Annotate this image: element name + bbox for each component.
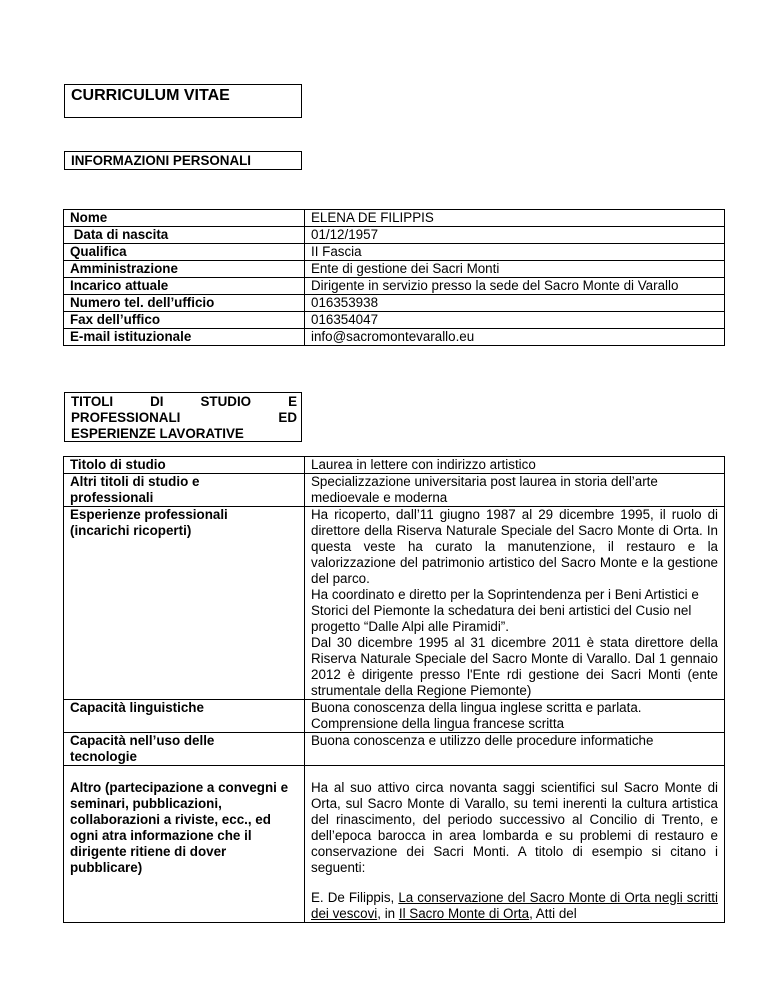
- publications-intro: Ha al suo attivo circa novanta saggi scientifici sul Sacro Monte di Orta, sul Sacro Monte di Varallo, su temi inerenti la cultura artistica del rinascimento, del periodo successivo al Concilio di Trento, e dell’epoca barocca in area lombarda e su problemi di restauro e conservazione dei Sacri Monti. A titolo di esempio si citano i seguenti:: [311, 780, 718, 875]
- section-career-line-3: [71, 426, 297, 441]
- table-row: [64, 457, 725, 474]
- experience-label: Esperienze professionali (incarichi ricoperti): [64, 507, 305, 700]
- section-personal-title: INFORMAZIONI PERSONALI: [71, 153, 252, 168]
- table-row: [64, 766, 725, 923]
- experience-value: [305, 507, 725, 700]
- table-row: [64, 227, 725, 244]
- section-career-line-1: [71, 394, 297, 409]
- qualification-value: II Fascia: [305, 244, 725, 261]
- role-value: Dirigente in servizio presso la sede del Sacro Monte di Varallo: [305, 278, 725, 295]
- personal-info-table: [63, 209, 725, 346]
- table-row: [64, 507, 725, 700]
- experience-paragraph-3: Dal 30 dicembre 1995 al 31 dicembre 2011 è stata direttore della Riserva Naturale Speciale del Sacro Monte di Varallo. Dal 1 gennaio 2012 è dirigente presso l'Ente rdi gestione dei Sacri Monti (ente strumentale della Regione Piemonte): [311, 635, 718, 698]
- cv-title: CURRICULUM VITAE: [71, 87, 230, 104]
- section-career-word: STUDIO: [200, 394, 252, 409]
- table-row: [64, 733, 725, 766]
- table-row: [64, 474, 725, 507]
- citation-author: E. De Filippis,: [311, 890, 399, 905]
- section-career-word: E: [288, 394, 297, 409]
- study-label: Titolo di studio: [64, 457, 305, 474]
- table-row: [64, 210, 725, 227]
- section-career-word: TITOLI: [71, 394, 114, 409]
- fax-label: Fax dell’uffico: [64, 312, 305, 329]
- section-career-word: DI: [150, 394, 164, 409]
- administration-value: Ente di gestione dei Sacri Monti: [305, 261, 725, 278]
- other-info-label: Altro (partecipazione a convegni e seminari, pubblicazioni, collaborazioni a riviste, ecc., ed ogni atra informazione che il dirigente ritiene di dover pubblicare): [64, 766, 305, 923]
- phone-label: Numero tel. dell’ufficio: [64, 295, 305, 312]
- birth-value: 01/12/1957: [305, 227, 725, 244]
- email-label: E-mail istituzionale: [64, 329, 305, 346]
- other-titles-value: Specializzazione universitaria post laurea in storia dell’arte medioevale e moderna: [305, 474, 725, 507]
- experience-paragraph-2: Ha coordinato e diretto per la Soprintendenza per i Beni Artistici e Storici del Piemonte la schedatura dei beni artistici del Cusio nel progetto “Dalle Alpi alle Piramidi”.: [311, 587, 699, 634]
- citation-book: Il Sacro Monte di Orta: [398, 906, 530, 921]
- citation-title: La conservazione del Sacro Monte di Orta negli scritti dei vescovi: [311, 890, 718, 921]
- email-value: info@sacromontevarallo.eu: [305, 329, 725, 346]
- cv-title-box: [64, 84, 302, 118]
- name-label: Nome: [64, 210, 305, 227]
- section-career-word: ED: [278, 410, 297, 425]
- fax-value: 016354047: [305, 312, 725, 329]
- phone-value: 016353938: [305, 295, 725, 312]
- table-row: [64, 244, 725, 261]
- table-row: [64, 312, 725, 329]
- administration-label: Amministrazione: [64, 261, 305, 278]
- table-row: [64, 261, 725, 278]
- citation-tail: , Atti del: [529, 906, 577, 921]
- section-career-word: PROFESSIONALI: [71, 410, 181, 425]
- name-value: ELENA DE FILIPPIS: [305, 210, 725, 227]
- section-personal-box: [64, 151, 302, 170]
- other-titles-label: Altri titoli di studio e professionali: [64, 474, 305, 507]
- section-career-line-3-text: ESPERIENZE LAVORATIVE: [71, 426, 244, 441]
- table-row: [64, 329, 725, 346]
- table-row: [64, 700, 725, 733]
- career-table: [63, 456, 725, 923]
- qualification-label: Qualifica: [64, 244, 305, 261]
- other-info-value: [305, 766, 725, 923]
- experience-paragraph-1: Ha ricoperto, dall’11 giugno 1987 al 29 dicembre 1995, il ruolo di direttore della Riserva Naturale Speciale del Sacro Monte di Orta. In questa veste ha curato la manutenzione, il restauro e la valorizzazione del patrimonio artistico del Sacro Monte e la gestione del parco.: [311, 507, 718, 586]
- table-row: [64, 295, 725, 312]
- citation-separator: , in: [377, 906, 399, 921]
- table-row: [64, 278, 725, 295]
- languages-label: Capacità linguistiche: [64, 700, 305, 733]
- languages-value: Buona conoscenza della lingua inglese scritta e parlata. Comprensione della lingua francese scritta: [305, 700, 725, 733]
- tech-label: Capacità nell’uso delle tecnologie: [64, 733, 305, 766]
- section-career-line-2: [71, 410, 297, 425]
- publication-citation: [311, 890, 718, 922]
- study-value: Laurea in lettere con indirizzo artistico: [305, 457, 725, 474]
- section-career-box: [64, 392, 302, 442]
- tech-value: Buona conoscenza e utilizzo delle procedure informatiche: [305, 733, 725, 766]
- role-label: Incarico attuale: [64, 278, 305, 295]
- birth-label: Data di nascita: [64, 227, 305, 244]
